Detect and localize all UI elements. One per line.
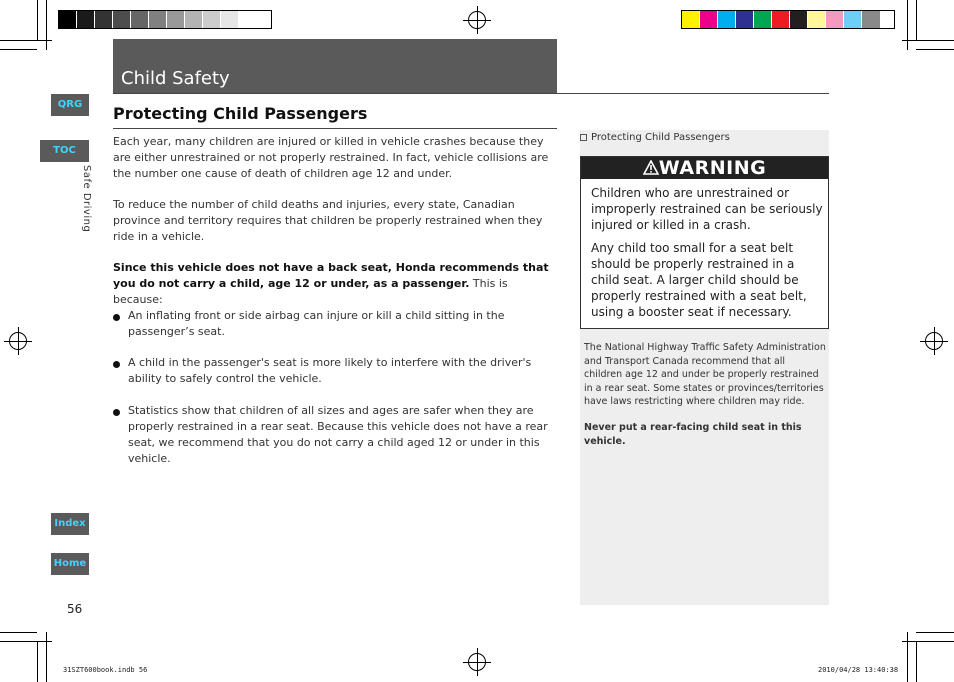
registration-mark-bottom [463,648,491,676]
toc-button[interactable]: TOC [40,140,89,162]
paragraph-recommendation [113,260,557,308]
color-swatch [844,11,862,28]
color-swatch [221,11,239,28]
color-swatch [59,11,77,28]
paragraph-intro: Each year, many children are injured or killed in vehicle crashes because they are either unrestrained or not properly restrained. In fact, vehicle collisions are the number one cause of death of children age 12 and under. [113,135,549,180]
warning-triangle-icon [643,160,659,175]
color-swatch [77,11,95,28]
recommendation-rest: This is because: [113,277,508,306]
reference-icon [580,134,587,141]
side-note: The National Highway Traffic Safety Administration and Transport Canada recommend that all children age 12 and under be properly restrained in a rear seat. Some states or provinces/territories have laws restricting where children may ride. [584,342,826,407]
paragraph-requirements: To reduce the number of child deaths and injuries, every state, Canadian province and territory requires that children be properly restrained when they ride in a vehicle. [113,198,543,243]
registration-mark-left [4,327,32,355]
chapter-title: Child Safety [121,68,230,89]
color-swatch [736,11,754,28]
side-note-bold: Never put a rear-facing child seat in this vehicle. [584,422,802,447]
color-swatch [203,11,221,28]
side-reference[interactable] [580,132,730,143]
color-swatch [754,11,772,28]
warning-text: Any child too small for a seat belt should be properly restrained in a child seat. A larger child should be properly restrained with a seat belt, using a booster seat if necessary. [591,241,807,319]
color-swatch [826,11,844,28]
color-bar [681,10,895,29]
warning-text: Children who are unrestrained or improperly restrained can be seriously injured or killed in a crash. [591,186,823,232]
color-swatch [772,11,790,28]
color-swatch [239,11,257,28]
bullet-item: A child in the passenger's seat is more likely to interfere with the driver's ability to safely control the vehicle. [128,356,532,385]
color-swatch [149,11,167,28]
bullet-item: Statistics show that children of all sizes and ages are safer when they are properly restrained in a rear seat. Because this vehicle does not have a rear seat, we recommend that you do not carry a child aged 12 or under in this vehicle. [128,404,548,465]
section-title: Protecting Child Passengers [113,104,368,123]
registration-mark-top [463,6,491,34]
bullet-dot [113,361,120,368]
footer-timestamp: 2010/04/28 13:40:38 [818,666,899,674]
warning-header [581,157,828,179]
index-button[interactable]: Index [51,513,89,535]
section-label: Safe Driving [81,165,92,233]
color-swatch [700,11,718,28]
footer-filename: 31SZT600book.indb 56 [63,666,148,674]
side-reference-title: Protecting Child Passengers [591,132,730,143]
bullet-dot [113,314,120,321]
bullet-dot [113,409,120,416]
home-button[interactable]: Home [51,553,89,575]
registration-mark-right [920,327,948,355]
color-swatch [185,11,203,28]
qrg-button[interactable]: QRG [51,94,89,116]
color-swatch [131,11,149,28]
warning-title: WARNING [658,157,767,179]
color-swatch [113,11,131,28]
color-swatch [718,11,736,28]
recommendation-bold: Since this vehicle does not have a back seat, Honda recommends that you do not carry a child, age 12 or under, as a passenger. [113,261,549,290]
page-number: 56 [67,602,83,616]
header-rule [113,93,829,94]
color-swatch [682,11,700,28]
color-swatch [808,11,826,28]
section-rule [113,128,557,129]
warning-box [580,156,829,329]
color-swatch [790,11,808,28]
color-swatch [862,11,880,28]
grayscale-bar [58,10,272,29]
color-swatch [95,11,113,28]
color-swatch [167,11,185,28]
bullet-item: An inflating front or side airbag can injure or kill a child sitting in the passenger’s seat. [128,309,505,338]
